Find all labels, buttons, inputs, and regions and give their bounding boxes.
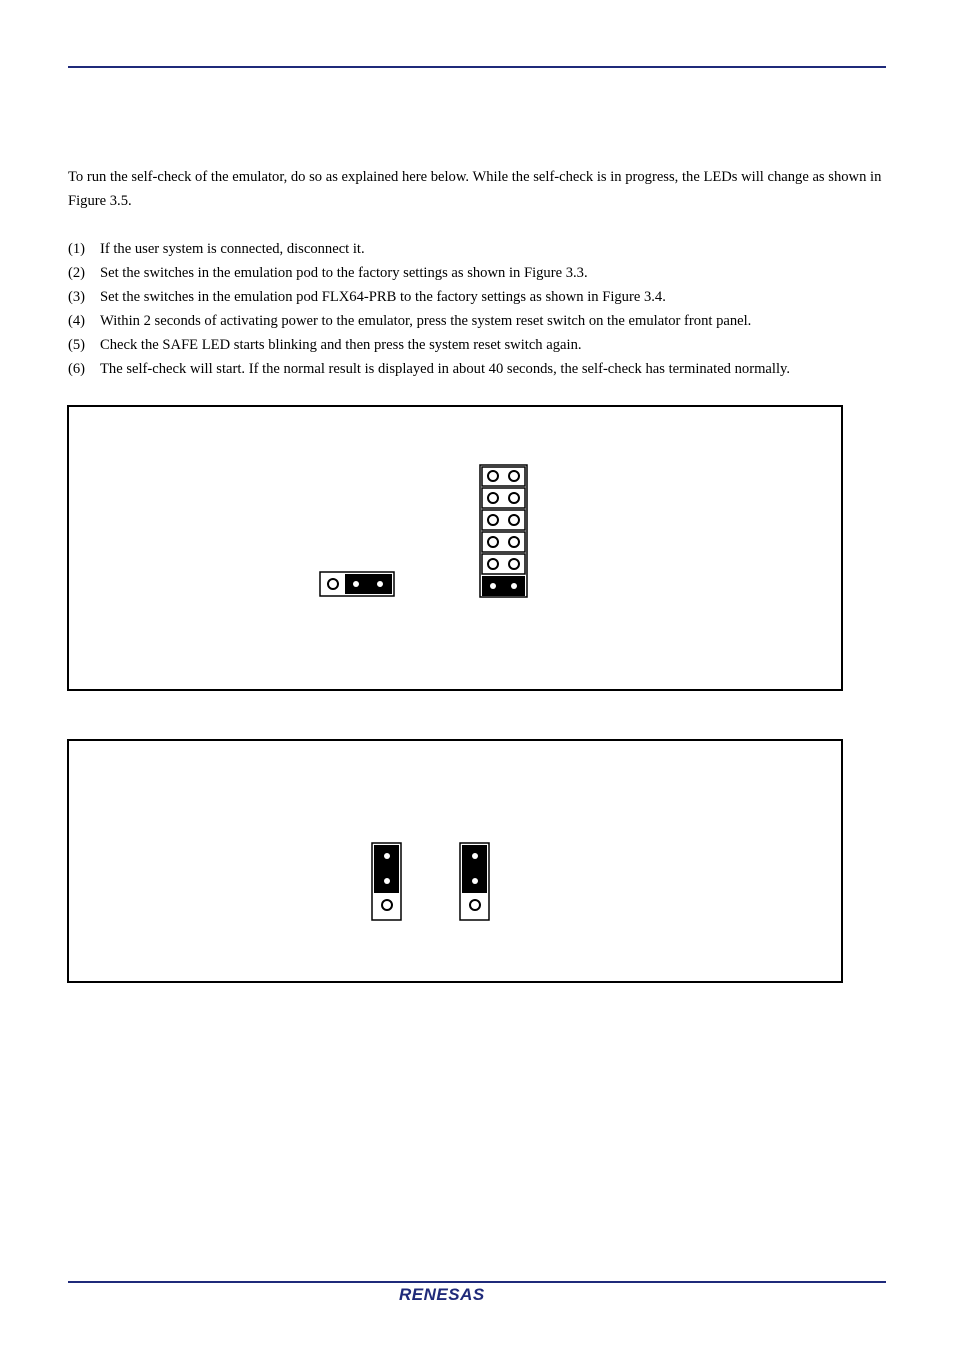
- step-number: (5): [68, 337, 86, 353]
- jumper-open: [482, 554, 525, 574]
- steps-list: [68, 237, 908, 381]
- jumper-block: [480, 465, 527, 597]
- step-text: The self-check will start. If the normal result is displayed in about 40 seconds, the self-check has terminated normally.: [100, 361, 791, 377]
- step-text: Set the switches in the emulation pod FLX64-PRB to the factory settings as shown in Figure 3.4.: [100, 289, 666, 305]
- pod-switch-diagram: [69, 407, 841, 689]
- list-item: [68, 261, 908, 285]
- step-number: (4): [68, 313, 86, 329]
- step-text: Check the SAFE LED starts blinking and then press the system reset switch again.: [100, 337, 582, 353]
- jumper-open: [482, 532, 525, 552]
- list-item: [68, 237, 908, 261]
- horizontal-jumper: [320, 572, 394, 596]
- list-item: [68, 333, 908, 357]
- header-rule: [68, 66, 886, 68]
- step-text: Within 2 seconds of activating power to the emulator, press the system reset switch on the emulator front panel.: [100, 313, 752, 329]
- list-item: [68, 357, 908, 381]
- step-number: (2): [68, 265, 86, 281]
- step-text: Set the switches in the emulation pod to the factory settings as shown in Figure 3.3.: [100, 265, 588, 281]
- step-text: If the user system is connected, disconnect it.: [100, 241, 365, 257]
- jumper-open: [482, 488, 525, 508]
- list-item: [68, 285, 908, 309]
- jumper-open: [482, 467, 525, 486]
- step-number: (3): [68, 289, 86, 305]
- logo-text: RENESAS: [399, 1285, 485, 1304]
- figure-box-prb-switches: [67, 739, 843, 983]
- vertical-jumper-left: [372, 843, 401, 920]
- intro-paragraph: To run the self-check of the emulator, do so as explained here below. While the self-check is in progress, the LEDs will change as shown in Figure 3.5.: [68, 169, 882, 209]
- figure-box-pod-switches: [67, 405, 843, 691]
- step-number: (1): [68, 241, 86, 257]
- jumper-closed: [482, 576, 525, 596]
- footer-rule: [68, 1281, 886, 1283]
- jumper-open: [482, 510, 525, 530]
- vertical-jumper-right: [460, 843, 489, 920]
- prb-switch-diagram: [69, 741, 841, 981]
- step-number: (6): [68, 361, 86, 377]
- renesas-logo: [399, 1285, 511, 1307]
- list-item: [68, 309, 908, 333]
